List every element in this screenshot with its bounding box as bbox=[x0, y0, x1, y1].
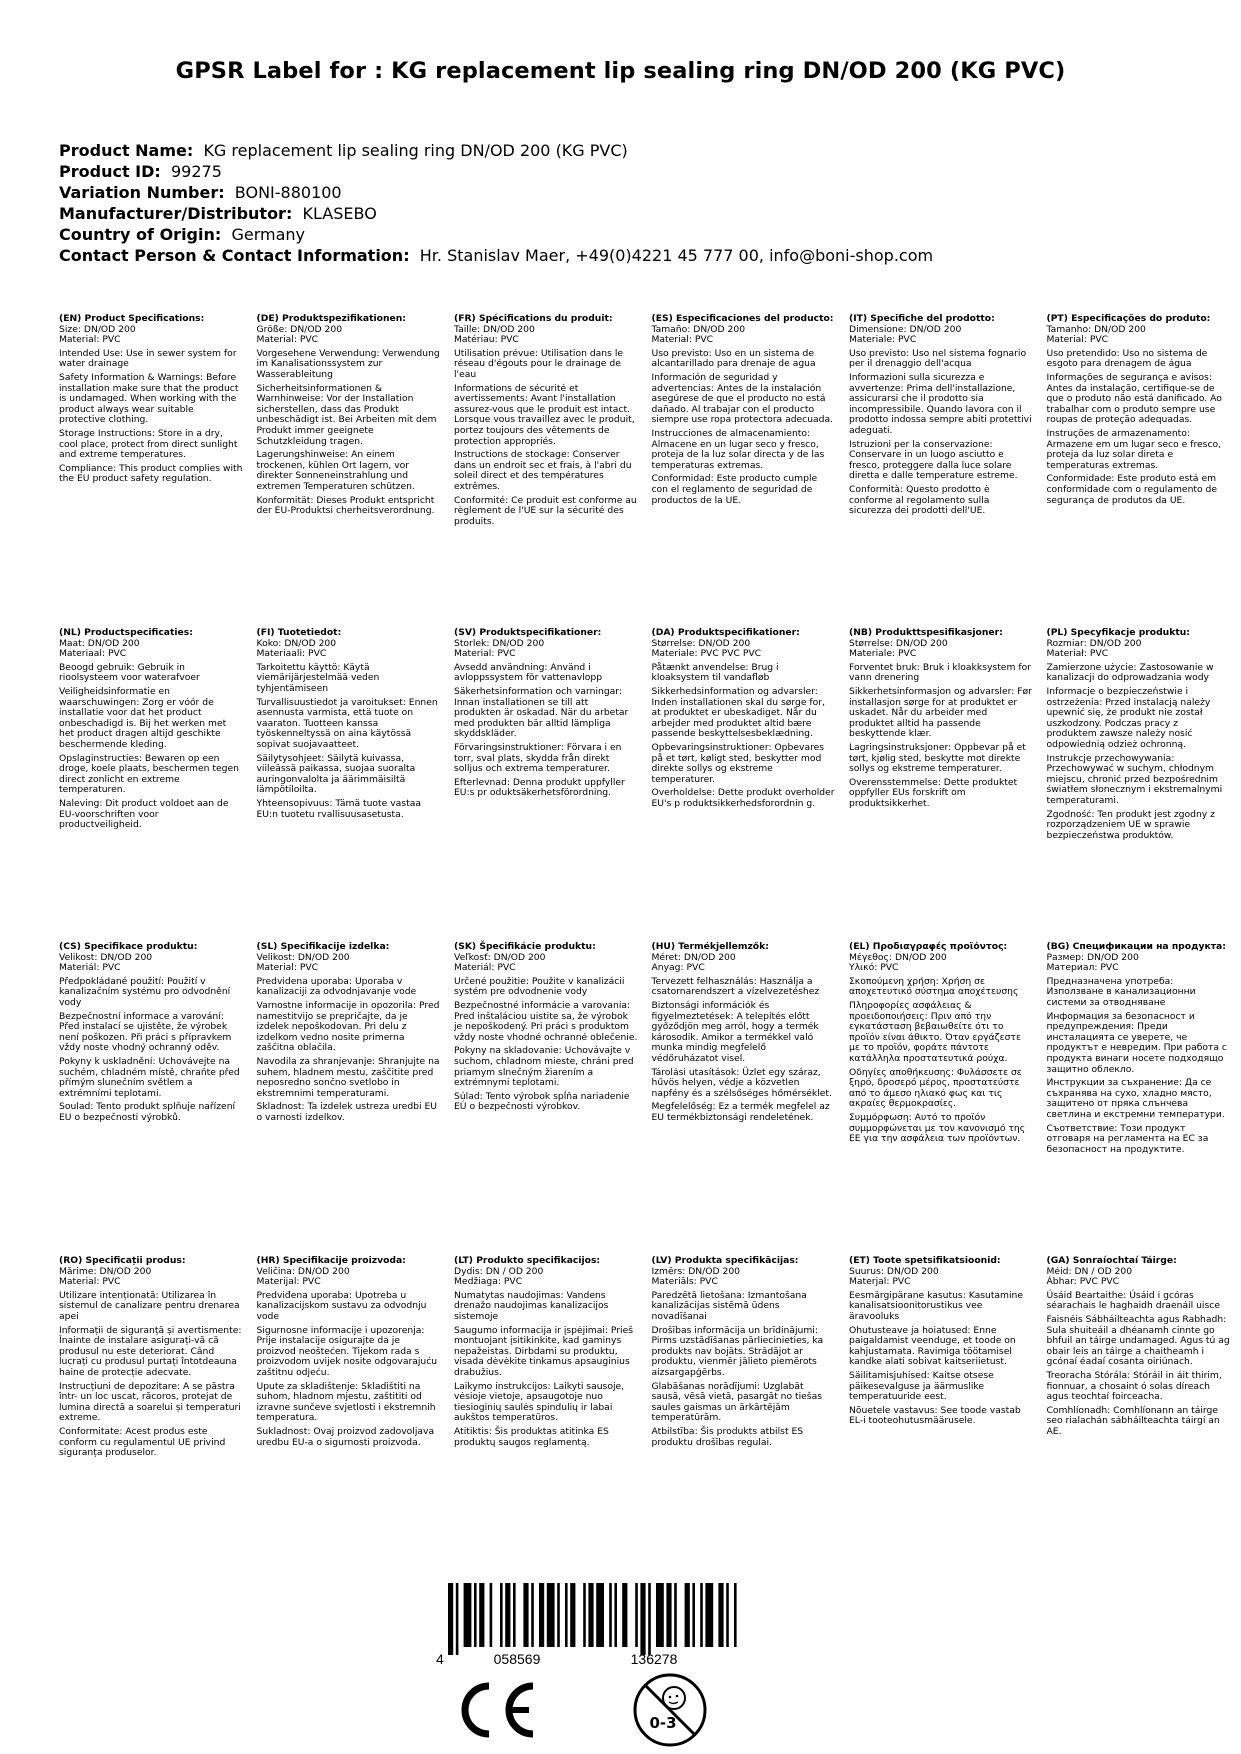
spec-text: Förvaringsinstruktioner: Förvara i en torr, sval plats, skydda från direkt solljus och extrema temperaturer. bbox=[454, 741, 622, 775]
spec-text: Informações de segurança e avisos: Antes da instalação, certifique-se de que o produto não está danificado. Ao trabalhar com o produto sempre use roupas de proteção adequadas. bbox=[1046, 371, 1222, 426]
barcode-icon bbox=[436, 1583, 756, 1668]
product-info bbox=[59, 140, 933, 266]
barcode-bar bbox=[531, 1583, 534, 1647]
spec-heading: (IT) Specifiche del prodotto: bbox=[849, 313, 995, 324]
spec-text: Anyag: PVC bbox=[651, 962, 705, 974]
variation-number-label: Variation Number: bbox=[59, 183, 225, 202]
spec-text: Conformité: Ce produit est conforme au règlement de l'UE sur la sécurité des produits. bbox=[454, 494, 637, 527]
spec-heading: (SL) Specifikacije izdelka: bbox=[256, 941, 390, 952]
contact-value: Hr. Stanislav Maer, +49(0)4221 45 777 00, info@boni-shop.com bbox=[419, 246, 934, 265]
spec-text: Conformidad: Este producto cumple con el reglamento de seguridad de productos de la UE. bbox=[651, 473, 818, 506]
product-name-row bbox=[59, 140, 933, 161]
spec-text: Beoogd gebruik: Gebruik in rioolsysteem voor waterafvoer bbox=[59, 661, 200, 684]
manufacturer-value: KLASEBO bbox=[302, 204, 377, 223]
spec-text: Saugumo informacija ir įspėjimai: Prieš montuojant įsitikinkite, kad gaminys nepažeistas. Dirbdami su produktu, visada dėvėkite tinkamus apsauginius drabužius. bbox=[454, 1324, 634, 1378]
spec-text: Lagerungshinweise: An einem trockenen, kühlen Ort lagern, vor direkter Sonneneinstrahlung und extremen Temperaturen schützen. bbox=[256, 449, 415, 492]
spec-block bbox=[1047, 1256, 1241, 1556]
variation-number-row bbox=[59, 182, 933, 203]
spec-text: Konformität: Dieses Produkt entspricht der EU-Produktsi cherheitsverordnung. bbox=[256, 494, 435, 517]
age-warning-label: 0-3 bbox=[649, 1714, 677, 1732]
spec-text: Material: PVC bbox=[256, 962, 319, 974]
spec-text: Turvallisuustiedot ja varoitukset: Ennen asennusta varmista, että tuote on vaaraton. Tuotteen kanssa työskenneltyssä on aina käytössä sopivat suojavaatteet. bbox=[256, 696, 438, 750]
barcode-bar bbox=[588, 1583, 593, 1647]
spec-heading: (ES) Especificaciones del producto: bbox=[651, 313, 834, 324]
spec-text: Efterlevnad: Denna produkt uppfyller EU:s pr oduktsäkerhetsförordning. bbox=[454, 776, 625, 799]
ce-mark-icon bbox=[453, 1680, 538, 1740]
spec-row bbox=[59, 314, 1241, 628]
spec-text: Vorgesehene Verwendung: Verwendung im Kanalisationssystem zur Wasserableitung bbox=[256, 347, 440, 380]
spec-heading: (RO) Specificații produs: bbox=[59, 1255, 186, 1266]
spec-block bbox=[454, 314, 652, 628]
barcode-bar bbox=[547, 1583, 555, 1647]
spec-text: Предназначена употреба: Използване в канализационни системи за отводняване bbox=[1046, 975, 1196, 1008]
spec-heading: (GA) Sonraíochtaí Táirge: bbox=[1046, 1255, 1177, 1266]
spec-text: Treoracha Stórála: Stóráil in áit thirim, fionnuar, a chosaint ó solas díreach agus teochtaí foirceacha. bbox=[1046, 1369, 1222, 1403]
spec-text: Veličina: DN/OD 200 bbox=[256, 1265, 350, 1277]
spec-text: Předpokládané použití: Použití v kanalizačním systému pro odvodnění vody bbox=[59, 975, 231, 1008]
spec-block bbox=[849, 1256, 1047, 1556]
spec-text: Informations de sécurité et avertissements: Avant l'installation assurez-vous que le produit est intact. Lorsque vous travaillez avec le produit, portez toujours des vêtements de protection appropriés. bbox=[454, 382, 635, 447]
manufacturer-label: Manufacturer/Distributor: bbox=[59, 204, 293, 223]
spec-text: Numatytas naudojimas: Vandens drenažo naudojimas kanalizacijos sistemoje bbox=[454, 1289, 609, 1322]
spec-text: Laikymo instrukcijos: Laikyti sausoje, vėsioje vietoje, apsaugotoje nuo tiesioginių saulės spindulių ir labai aukštos temperatūros. bbox=[454, 1380, 625, 1424]
spec-block bbox=[454, 1256, 652, 1556]
spec-text: Størrelse: DN/OD 200 bbox=[849, 637, 948, 649]
spec-text: Istruzioni per la conservazione: Conservare in un luogo asciutto e fresco, proteggere dalla luce solare diretta e dalle temperature estreme. bbox=[849, 438, 1018, 482]
spec-text: Zamierzone użycie: Zastosowanie w kanalizacji do odprowadzania wody bbox=[1046, 661, 1214, 684]
spec-text: Určené použitie: Použite v kanalizácii systém pre odvodnenie vody bbox=[454, 975, 625, 998]
product-name-value: KG replacement lip sealing ring DN/OD 200 (KG PVC) bbox=[203, 141, 628, 160]
spec-text: Compliance: This product complies with the EU product safety regulation. bbox=[59, 462, 243, 485]
spec-text: Uso pretendido: Uso no sistema de esgoto para drenagem de água bbox=[1046, 347, 1208, 370]
spec-heading: (SK) Špecifikácie produktu: bbox=[454, 941, 596, 952]
spec-text: Påtænkt anvendelse: Brug i kloaksystem til vandafløb bbox=[651, 661, 779, 684]
spec-text: Materjal: PVC bbox=[849, 1276, 911, 1288]
spec-text: Instrucciones de almacenamiento: Almacene en un lugar seco y fresco, proteja de la luz solar directa y de las temperaturas extremas. bbox=[651, 427, 825, 471]
spec-text: Informații de siguranță și avertismente: Înainte de instalare asigurați-vă că produsul nu este deteriorat. Când lucrați cu produsul purtați întotdeauna haine de protecție adecvate. bbox=[59, 1324, 242, 1378]
spec-text: Conformitate: Acest produs este conform cu regulamentul UE privind siguranța produselor. bbox=[59, 1425, 226, 1459]
spec-text: Predvidena uporaba: Uporaba v kanalizaciji za odvodnjavanje vode bbox=[256, 975, 417, 998]
spec-text: Instrucțiuni de depozitare: A se păstra într- un loc uscat, răcoros, protejat de lumina directă a soarelui și temperaturi extreme. bbox=[59, 1380, 241, 1424]
manufacturer-row bbox=[59, 203, 933, 224]
spec-text: Materiál: PVC bbox=[59, 962, 121, 974]
spec-text: Sicherheitsinformationen & Warnhinweise: Vor der Installation sicherstellen, dass das Produkt unbeschädigt ist. Bei Arbeiten mit dem Produkt immer geeignete Schutzkleidung tragen. bbox=[256, 382, 437, 447]
barcode-bar bbox=[513, 1583, 516, 1647]
spec-text: Material: PVC bbox=[1046, 334, 1109, 346]
spec-block bbox=[59, 1256, 257, 1556]
barcode-bar bbox=[448, 1583, 453, 1655]
spec-text: Veľkosť: DN/OD 200 bbox=[454, 951, 546, 963]
spec-text: Comhlíonadh: Comhlíonann an táirge seo rialachán sábháilteachta táirgí an AE. bbox=[1046, 1404, 1220, 1437]
spec-text: Μέγεθος: DN/OD 200 bbox=[849, 951, 947, 963]
spec-text: Navodila za shranjevanje: Shranjujte na suhem, hladnem mestu, zaščitite pred neposredno sončno svetlobo in ekstremnimi temperaturami. bbox=[256, 1055, 440, 1099]
spec-text: Materiale: PVC PVC PVC bbox=[651, 648, 762, 660]
barcode-bar bbox=[635, 1583, 638, 1647]
spec-heading: (SV) Produktspecifikationer: bbox=[454, 627, 602, 638]
spec-text: Rozmiar: DN/OD 200 bbox=[1046, 637, 1142, 649]
spec-text: Size: DN/OD 200 bbox=[59, 323, 136, 335]
spec-text: Ohutusteave ja hoiatused: Enne paigaldamist veenduge, et toode on kahjustamata. Ravimiga töötamisel kandke alati sobivat kaitseriietust. bbox=[849, 1324, 1016, 1368]
spec-text: Dimensione: DN/OD 200 bbox=[849, 323, 962, 335]
spec-block bbox=[1047, 942, 1241, 1256]
spec-text: Skladnost: Ta izdelek ustreza uredbi EU o varnosti izdelkov. bbox=[256, 1101, 437, 1123]
spec-text: Úsáid Beartaithe: Úsáid i gcóras séarachais le haghaidh draenáil uisce bbox=[1046, 1289, 1220, 1312]
spec-block bbox=[454, 942, 652, 1256]
barcode-bar bbox=[474, 1583, 477, 1647]
spec-text: Súlad: Tento výrobok spĺňa nariadenie EÚ o bezpečnosti výrobkov. bbox=[454, 1090, 630, 1113]
country-of-origin-label: Country of Origin: bbox=[59, 225, 222, 244]
spec-text: Υλικό: PVC bbox=[849, 962, 899, 974]
spec-text: Maat: DN/OD 200 bbox=[59, 637, 140, 649]
specifications-grid bbox=[59, 314, 1241, 1556]
barcode-bar bbox=[726, 1583, 729, 1647]
spec-block bbox=[59, 314, 257, 628]
spec-heading: (PT) Especificações do produto: bbox=[1046, 313, 1211, 324]
spec-block bbox=[257, 942, 455, 1256]
spec-text: Koko: DN/OD 200 bbox=[256, 637, 337, 649]
spec-text: Materiaal: PVC bbox=[59, 648, 127, 660]
barcode-bar bbox=[718, 1583, 723, 1647]
barcode-bar bbox=[565, 1583, 568, 1647]
spec-heading: (HU) Termékjellemzők: bbox=[651, 941, 769, 952]
barcode-bar bbox=[685, 1583, 690, 1647]
spec-text: Materiał: PVC bbox=[1046, 648, 1109, 660]
spec-text: Dydis: DN / OD 200 bbox=[454, 1265, 544, 1277]
spec-row bbox=[59, 628, 1241, 942]
spec-block bbox=[257, 314, 455, 628]
spec-text: Informazioni sulla sicurezza e avvertenze: Prima dell'installazione, assicurarsi che il prodotto sia incompressibile. Quando lavora con il prodotto indossa sempre abiti protettivi adeguati. bbox=[849, 371, 1032, 436]
spec-text: Säkerhetsinformation och varningar: Innan installationen se till att produkten är oskadad. När du arbetar med produkten bär alltid lämpliga skyddskläder. bbox=[454, 685, 629, 740]
spec-text: Naleving: Dit product voldoet aan de EU-voorschriften voor productveiligheid. bbox=[59, 797, 229, 831]
spec-text: Sigurnosne informacije i upozorenja: Prije instalacije osigurajte da je proizvod neoštećen. Tijekom rada s proizvodom uvijek nosite odgovarajuću zaštitnu odjeću. bbox=[256, 1324, 438, 1378]
spec-heading: (EN) Product Specifications: bbox=[59, 313, 205, 324]
country-of-origin-row bbox=[59, 224, 933, 245]
barcode-bar bbox=[734, 1583, 737, 1647]
spec-text: Información de seguridad y advertencias: Antes de la instalación asegúrese de que el producto no está dañado. Al trabajar con el producto siempre use ropa protectora adecuada. bbox=[651, 371, 834, 426]
barcode-bar bbox=[656, 1583, 664, 1647]
spec-text: Taille: DN/OD 200 bbox=[454, 323, 535, 335]
spec-text: Lagringsinstruksjoner: Oppbevar på et tørt, kjølig sted, beskytte mot direkte sollys og ekstreme temperaturer. bbox=[849, 741, 1026, 775]
spec-text: Biztonsági információk és figyelmeztetések: A telepítés előtt győződjön meg arról, hogy a termék károsodik. Amikor a termékkel való munka mindig megfelelő védőruházatot visel. bbox=[651, 999, 819, 1064]
spec-text: Materijal: PVC bbox=[256, 1276, 321, 1288]
country-of-origin-value: Germany bbox=[231, 225, 305, 244]
product-id-row bbox=[59, 161, 933, 182]
spec-text: Информация за безопасност и предупреждения: Преди инсталацията се уверете, че продуктът е невредим. При работа с продукта винаги носете подходящо защитно облекло. bbox=[1046, 1010, 1227, 1075]
spec-text: Matériau: PVC bbox=[454, 334, 519, 346]
spec-heading: (NB) Produkttspesifikasjoner: bbox=[849, 627, 1003, 638]
barcode-bar bbox=[539, 1583, 544, 1647]
barcode-digit-first: 4 bbox=[436, 1651, 444, 1667]
spec-text: Uso previsto: Uso en un sistema de alcantarillado para drenaje de agua bbox=[651, 347, 816, 370]
contact-row bbox=[59, 245, 933, 266]
spec-text: Varnostne informacije in opozorila: Pred namestitvijo se prepričajte, da je izdelek nepoškodovan. Pri delu z izdelkom vedno nosite primerna zaščitna oblačila. bbox=[256, 999, 440, 1054]
spec-heading: (LV) Produkta specifikācijas: bbox=[651, 1255, 799, 1266]
barcode-bar bbox=[523, 1583, 528, 1647]
spec-text: Materiál: PVC bbox=[454, 962, 516, 974]
spec-text: Instruções de armazenamento: Armazene em um lugar seco e fresco, proteja da luz solar direta e temperaturas extremas. bbox=[1046, 427, 1222, 471]
spec-text: Размер: DN/OD 200 bbox=[1046, 951, 1139, 963]
spec-text: Σκοπούμενη χρήση: Χρήση σε αποχετευτικό σύστημα αποχέτευσης bbox=[849, 975, 1019, 998]
spec-text: Säilitamisjuhised: Kaitse otsese päikesevalguse ja äärmuslike temperatuuride eest. bbox=[849, 1369, 994, 1403]
barcode-bar bbox=[490, 1583, 493, 1647]
spec-block bbox=[652, 942, 850, 1256]
spec-text: Ábhar: PVC PVC bbox=[1046, 1276, 1120, 1288]
spec-text: Bezpečnostní informace a varování: Před instalací se ujistěte, že výrobek není poškozen. Při práci s přípravkem vždy noste vhodný ochranný oděv. bbox=[59, 1010, 232, 1054]
spec-block bbox=[59, 628, 257, 942]
spec-heading: (HR) Specifikacije proizvoda: bbox=[256, 1255, 406, 1266]
product-id-value: 99275 bbox=[170, 162, 222, 181]
spec-text: Tamaño: DN/OD 200 bbox=[651, 323, 746, 335]
spec-text: Opbevaringsinstruktioner: Opbevares på et tørt, køligt sted, beskytter mod direkte sollys og ekstreme temperaturer. bbox=[651, 741, 825, 785]
spec-text: Materiāls: PVC bbox=[651, 1276, 718, 1288]
barcode-bar bbox=[700, 1583, 703, 1647]
page-title: GPSR Label for : KG replacement lip sealing ring DN/OD 200 (KG PVC) bbox=[175, 58, 1066, 84]
barcode-bar bbox=[596, 1583, 604, 1647]
spec-text: Tarkoitettu käyttö: Käytä viemärijärjestelmää veden tyhjentämiseen bbox=[256, 661, 380, 694]
spec-text: Tárolási utasítások: Üzlet egy száraz, hűvös helyen, védje a közvetlen napfény és a szélsőséges hőmérséklet. bbox=[651, 1066, 832, 1099]
spec-text: Avsedd användning: Använd i avloppssystem för vattenavlopp bbox=[454, 661, 603, 684]
spec-text: Material: PVC bbox=[651, 334, 714, 346]
spec-block bbox=[849, 628, 1047, 942]
spec-text: Faisnéis Sábháilteachta agus Rabhadh: Sula shuiteáil a dhéanamh cinnte go bhfuil an táirge undamaged. Agus tú ag obair leis an táirge a chaitheamh i gcónaí éadaí cosanta oiriúnach. bbox=[1046, 1313, 1230, 1368]
product-name-label: Product Name: bbox=[59, 141, 194, 160]
spec-text: Utilisation prévue: Utilisation dans le réseau d'égouts pour le drainage de l'eau bbox=[454, 347, 624, 380]
barcode-bar bbox=[505, 1583, 510, 1647]
barcode-bar bbox=[456, 1583, 459, 1655]
barcode-bar bbox=[648, 1583, 651, 1655]
spec-row bbox=[59, 1256, 1241, 1556]
spec-text: Izmērs: DN/OD 200 bbox=[651, 1265, 741, 1277]
spec-text: Material: PVC bbox=[256, 334, 319, 346]
spec-text: Οδηγίες αποθήκευσης: Φυλάσσετε σε ξηρό, δροσερό μέρος, προστατεύστε από το άμεσο ηλιακό φως και τις ακραίες θερμοκρασίες. bbox=[849, 1066, 1022, 1110]
spec-row bbox=[59, 942, 1241, 1256]
spec-heading: (BG) Спецификации на продукта: bbox=[1046, 941, 1226, 952]
spec-block bbox=[849, 942, 1047, 1256]
barcode-bar bbox=[583, 1583, 586, 1647]
spec-text: Storlek: DN/OD 200 bbox=[454, 637, 545, 649]
barcode-bar bbox=[705, 1583, 713, 1647]
spec-text: Atitiktis: Šis produktas atitinka ES produktų saugos reglamentą. bbox=[454, 1425, 609, 1448]
spec-text: Инструкции за съхранение: Да се съхранява на сухо, хладно място, защитено от пряка слънчева светлина и екстремни температури. bbox=[1046, 1077, 1225, 1120]
spec-text: Πληροφορίες ασφάλειας & προειδοποιήσεις: Πριν από την εγκατάσταση βεβαιωθείτε ότι το προϊόν είναι άθικτο. Όταν εργάζεστε με το προϊόν, φοράτε πάντοτε κατάλληλα προστατευτικά ρούχα. bbox=[849, 999, 1021, 1064]
spec-text: Materiale: PVC bbox=[849, 334, 917, 346]
spec-heading: (FR) Spécifications du produit: bbox=[454, 313, 613, 324]
spec-block bbox=[59, 942, 257, 1256]
spec-text: Méid: DN / OD 200 bbox=[1046, 1265, 1133, 1277]
spec-text: Materiale: PVC bbox=[849, 648, 917, 660]
product-id-label: Product ID: bbox=[59, 162, 161, 181]
barcode-bar bbox=[674, 1583, 677, 1647]
spec-heading: (CS) Specifikace produktu: bbox=[59, 941, 198, 952]
spec-block bbox=[454, 628, 652, 942]
spec-text: Medžiaga: PVC bbox=[454, 1276, 523, 1288]
spec-text: Veiligheidsinformatie en waarschuwingen: Zorg er vóór de installatie voor dat het product onbeschadigd is. Bij het werken met het product dragen altijd geschikte beschermende kleding. bbox=[59, 685, 227, 750]
spec-text: Soulad: Tento produkt splňuje nařízení EU o bezpečnosti výrobků. bbox=[59, 1101, 236, 1123]
barcode-bar bbox=[570, 1583, 575, 1647]
spec-text: Material: PVC bbox=[59, 334, 121, 346]
spec-text: Utilizare intenționată: Utilizarea în sistemul de canalizare pentru drenarea apei bbox=[59, 1289, 240, 1322]
spec-text: Méret: DN/OD 200 bbox=[651, 951, 736, 963]
spec-text: Overensstemmelse: Dette produktet oppfyller EUs forskrift om produktsikkerhet. bbox=[849, 776, 1018, 809]
spec-text: Glabāšanas norādījumi: Uzglabāt sausā, vēsā vietā, pasargāt no tiešas saules gaismas un ārkārtējām temperatūrām. bbox=[651, 1380, 822, 1424]
spec-text: Storage Instructions: Store in a dry, cool place, protect from direct sunlight and extreme temperatures. bbox=[59, 427, 238, 461]
spec-text: Safety Information & Warnings: Before installation make sure that the product is undamaged. When working with the product always wear suitable protective clothing. bbox=[59, 371, 239, 426]
spec-text: Nõuetele vastavus: See toode vastab EL-i tooteohutusmäärusele. bbox=[849, 1404, 1021, 1427]
spec-text: Forventet bruk: Bruk i kloakksystem for vann drenering bbox=[849, 661, 1031, 684]
barcode-bar bbox=[464, 1583, 472, 1647]
spec-heading: (PL) Specyfikacje produktu: bbox=[1046, 627, 1190, 638]
spec-text: Съответствие: Този продукт отговаря на регламента на ЕС за безопасност на продуктите. bbox=[1046, 1122, 1209, 1155]
barcode-bar bbox=[500, 1583, 503, 1647]
spec-text: Συμμόρφωση: Αυτό το προϊόν συμμορφώνεται με τον κανονισμό της ΕΕ για την ασφάλεια των προϊόντων. bbox=[849, 1111, 1026, 1145]
spec-heading: (LT) Produkto specifikacijos: bbox=[454, 1255, 601, 1266]
spec-text: Atbilstība: Šis produkts atbilst ES produktu drošības regulai. bbox=[651, 1425, 804, 1448]
spec-text: Pokyny na skladovanie: Uchovávajte v suchom, chladnom mieste, chráni pred priamym slnečným žiarením a extrémnymi teplotami. bbox=[454, 1045, 634, 1089]
spec-block bbox=[1047, 628, 1241, 942]
spec-text: Uso previsto: Uso nel sistema fognario per il drenaggio dell'acqua bbox=[849, 347, 1027, 370]
spec-text: Informacje o bezpieczeństwie i ostrzeżenia: Przed instalacją należy upewnić się, że produkt nie został uszkodzony. Podczas pracy z produktem zawsze należy nosić odpowiednią odzież ochronną. bbox=[1046, 685, 1211, 750]
spec-text: Sikkerhedsinformation og advarsler: Inden installationen skal du sørge for, at produktet er ubeskadiget. Når du arbejder med produktet altid bære passende beskyttelsesbeklædning. bbox=[651, 685, 825, 740]
barcode-bar bbox=[640, 1583, 645, 1655]
spec-text: Overholdelse: Dette produkt overholder EU's p roduktsikkerhedsforordnin g. bbox=[651, 787, 835, 809]
spec-block bbox=[652, 628, 850, 942]
not-for-children-0-3-icon bbox=[630, 1670, 710, 1750]
spec-text: Intended Use: Use in sewer system for water drainage bbox=[59, 347, 237, 370]
spec-text: Upute za skladištenje: Skladištiti na suhom, hladnom mjestu, zaštititi od izravne sunčeve svjetlosti i ekstremnih temperatura. bbox=[256, 1380, 436, 1424]
spec-text: Suurus: DN/OD 200 bbox=[849, 1265, 939, 1277]
spec-heading: (ET) Toote spetsifikatsioonid: bbox=[849, 1255, 1001, 1266]
spec-text: Zgodność: Ten produkt jest zgodny z rozporządzeniem UE w sprawie bezpieczeństwa produktów. bbox=[1046, 808, 1215, 841]
spec-text: Velikost: DN/OD 200 bbox=[59, 951, 153, 963]
spec-text: Tamanho: DN/OD 200 bbox=[1046, 323, 1146, 335]
spec-text: Sikkerhetsinformasjon og advarsler: Før installasjon sørge for at produktet er uskadet. Når du arbeider med produktet alltid ha passende beskyttende klær. bbox=[849, 685, 1032, 740]
barcode-digits-right: 136278 bbox=[630, 1651, 678, 1667]
spec-heading: (FI) Tuotetiedot: bbox=[256, 627, 342, 638]
spec-text: Opslaginstructies: Bewaren op een droge, koele plaats, beschermen tegen direct zonlicht en extreme temperaturen. bbox=[59, 752, 239, 796]
spec-heading: (DE) Produktspezifikationen: bbox=[256, 313, 406, 324]
barcode-digits-left: 058569 bbox=[493, 1651, 541, 1667]
barcode-bar bbox=[666, 1583, 671, 1647]
barcode-bar bbox=[692, 1583, 695, 1647]
spec-heading: (EL) Προδιαγραφές προϊόντος: bbox=[849, 941, 1008, 952]
spec-text: Größe: DN/OD 200 bbox=[256, 323, 343, 335]
spec-text: Sukladnost: Ovaj proizvod zadovoljava uredbu EU-a o sigurnosti proizvoda. bbox=[256, 1425, 435, 1448]
spec-text: Instructions de stockage: Conserver dans un endroit sec et frais, à l'abri du soleil direct et des températures extrêmes. bbox=[454, 449, 632, 492]
spec-text: Säilytysohjeet: Säilytä kuivassa, viileässä paikassa, suojaa suoralta auringonvalolta ja äärimmäisiltä lämpötiloilta. bbox=[256, 752, 416, 796]
spec-text: Materiaali: PVC bbox=[256, 648, 327, 660]
spec-text: Megfelelőség: Ez a termék megfelel az EU termékbiztonsági rendeletének. bbox=[651, 1101, 830, 1123]
spec-heading: (NL) Productspecificaties: bbox=[59, 627, 193, 638]
spec-block bbox=[257, 1256, 455, 1556]
spec-text: Velikost: DN/OD 200 bbox=[256, 951, 350, 963]
spec-heading: (DA) Produktspecifikationer: bbox=[651, 627, 800, 638]
spec-text: Predviđena uporaba: Upotreba u kanalizacijskom sustavu za odvodnju vode bbox=[256, 1289, 427, 1322]
spec-text: Størrelse: DN/OD 200 bbox=[651, 637, 751, 649]
spec-text: Instrukcje przechowywania: Przechowywać w suchym, chłodnym miejscu, chronić przed bezpośrednim światłem słonecznym i ekstremalnymi temperaturami. bbox=[1046, 752, 1223, 806]
spec-text: Bezpečnostné informácie a varovania: Pred inštaláciou uistite sa, že výrobok je nepoškodený. Pri práci s produktom vždy noste vhodné ochranné oblečenie. bbox=[454, 999, 638, 1043]
spec-text: Material: PVC bbox=[59, 1276, 121, 1288]
spec-text: Mărime: DN/OD 200 bbox=[59, 1265, 152, 1277]
variation-number-value: BONI-880100 bbox=[234, 183, 342, 202]
barcode-bar bbox=[609, 1583, 612, 1647]
spec-text: Tervezett felhasználás: Használja a csatornarendszert a vízelvezetéshez bbox=[651, 975, 820, 998]
spec-text: Материал: PVC bbox=[1046, 962, 1119, 974]
spec-block bbox=[1047, 314, 1241, 628]
spec-text: Conformidade: Este produto está em conformidade com o regulamento de segurança de produtos da UE. bbox=[1046, 473, 1218, 506]
spec-block bbox=[652, 314, 850, 628]
spec-text: Eesmärgipärane kasutus: Kasutamine kanalisatsioonitorustikus vee äravooluks bbox=[849, 1289, 1024, 1322]
spec-text: Material: PVC bbox=[454, 648, 516, 660]
spec-text: Pokyny k uskladnění: Uchovávejte na suchém, chladném místě, chraňte před přímým slunečním světlem a extrémními teplotami. bbox=[59, 1055, 240, 1099]
spec-block bbox=[652, 1256, 850, 1556]
spec-block bbox=[257, 628, 455, 942]
barcode-bar bbox=[622, 1583, 627, 1647]
spec-block bbox=[849, 314, 1047, 628]
spec-text: Paredzētā lietošana: Izmantošana kanalizācijas sistēmā ūdens novadīšanai bbox=[651, 1289, 807, 1322]
barcode-bar bbox=[614, 1583, 617, 1647]
spec-text: Yhteensopivuus: Tämä tuote vastaa EU:n tuotetu rvallisuusasetusta. bbox=[256, 797, 421, 820]
contact-label: Contact Person & Contact Information: bbox=[59, 246, 410, 265]
barcode-bar bbox=[557, 1583, 560, 1647]
spec-text: Conformità: Questo prodotto è conforme al regolamento sulla sicurezza dei prodotti dell'UE. bbox=[849, 483, 990, 517]
barcode-bar bbox=[479, 1583, 484, 1647]
spec-text: Drošības informācija un brīdinājumi: Pirms uzstādīšanas pārliecinieties, ka produkts nav bojāts. Strādājot ar produktu, vienmēr jālieto piemērots aizsargapģērbs. bbox=[651, 1324, 824, 1378]
